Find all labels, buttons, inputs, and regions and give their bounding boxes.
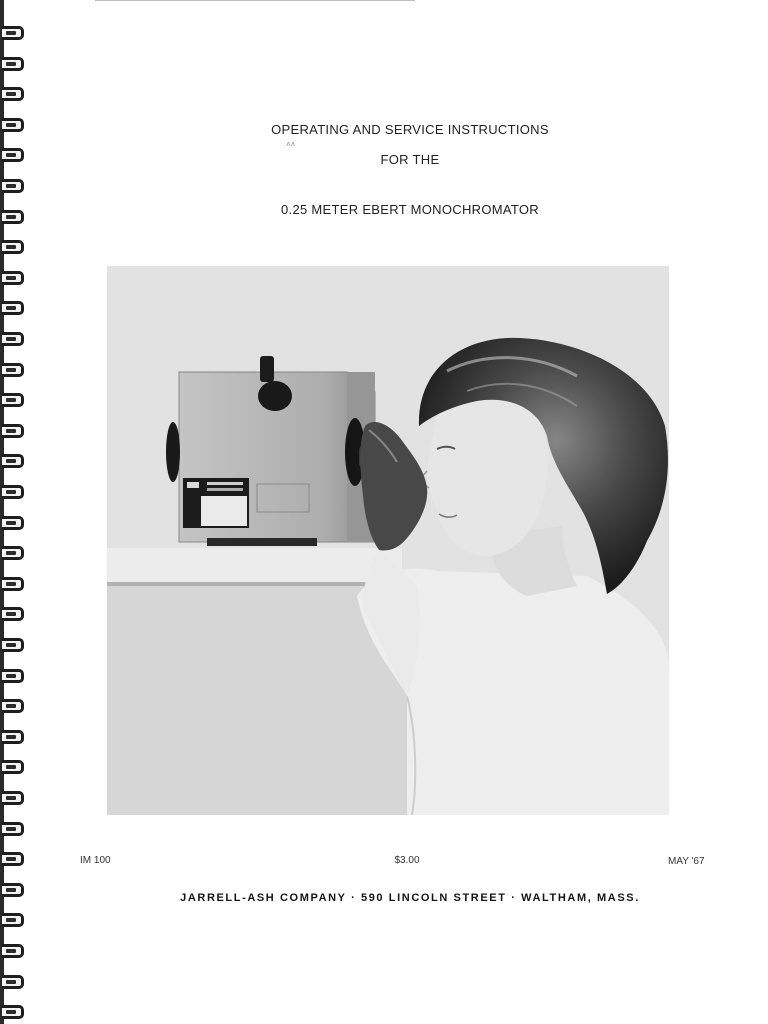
binding-coil: [2, 760, 24, 774]
binding-coil: [2, 87, 24, 101]
title-line-3: 0.25 METER EBERT MONOCHROMATOR: [281, 202, 539, 217]
binding-coil: [2, 546, 24, 560]
title-line-1: OPERATING AND SERVICE INSTRUCTIONS: [271, 122, 549, 137]
cover-photograph: [107, 266, 669, 815]
binding-coil: [2, 26, 24, 40]
binding-coil: [2, 730, 24, 744]
publication-date: MAY '67: [668, 856, 705, 867]
binding-coil: [2, 975, 24, 989]
title-line-2: FOR THE: [380, 152, 440, 167]
pencil-mark: ˄˄: [286, 140, 296, 149]
binding-coil: [2, 301, 24, 315]
binding-coil: [2, 638, 24, 652]
binding-coil: [2, 577, 24, 591]
binding-coil: [2, 179, 24, 193]
binding-coil: [2, 791, 24, 805]
document-code: IM 100: [80, 855, 111, 866]
binding-coil: [2, 148, 24, 162]
binding-coil: [2, 944, 24, 958]
binding-coil: [2, 485, 24, 499]
photo-illustration: [107, 266, 669, 815]
binding-coil: [2, 363, 24, 377]
binding-coil: [2, 883, 24, 897]
binding-coil: [2, 57, 24, 71]
binding-coil: [2, 424, 24, 438]
spiral-binding: [0, 0, 28, 1024]
binding-coil: [2, 271, 24, 285]
binding-coil: [2, 210, 24, 224]
binding-coil: [2, 913, 24, 927]
binding-coil: [2, 1005, 24, 1019]
binding-coil: [2, 516, 24, 530]
binding-coil: [2, 822, 24, 836]
binding-coil: [2, 852, 24, 866]
binding-coil: [2, 454, 24, 468]
binding-coil: [2, 118, 24, 132]
company-address-line: JARRELL-ASH COMPANY · 590 LINCOLN STREET · WALTHAM, MASS.: [180, 892, 640, 904]
document-price: $3.00: [394, 855, 420, 866]
binding-coil: [2, 332, 24, 346]
binding-coil: [2, 240, 24, 254]
binding-coil: [2, 699, 24, 713]
binding-coil: [2, 393, 24, 407]
binding-coil: [2, 607, 24, 621]
top-edge-rule: [95, 0, 415, 1]
binding-coil: [2, 669, 24, 683]
